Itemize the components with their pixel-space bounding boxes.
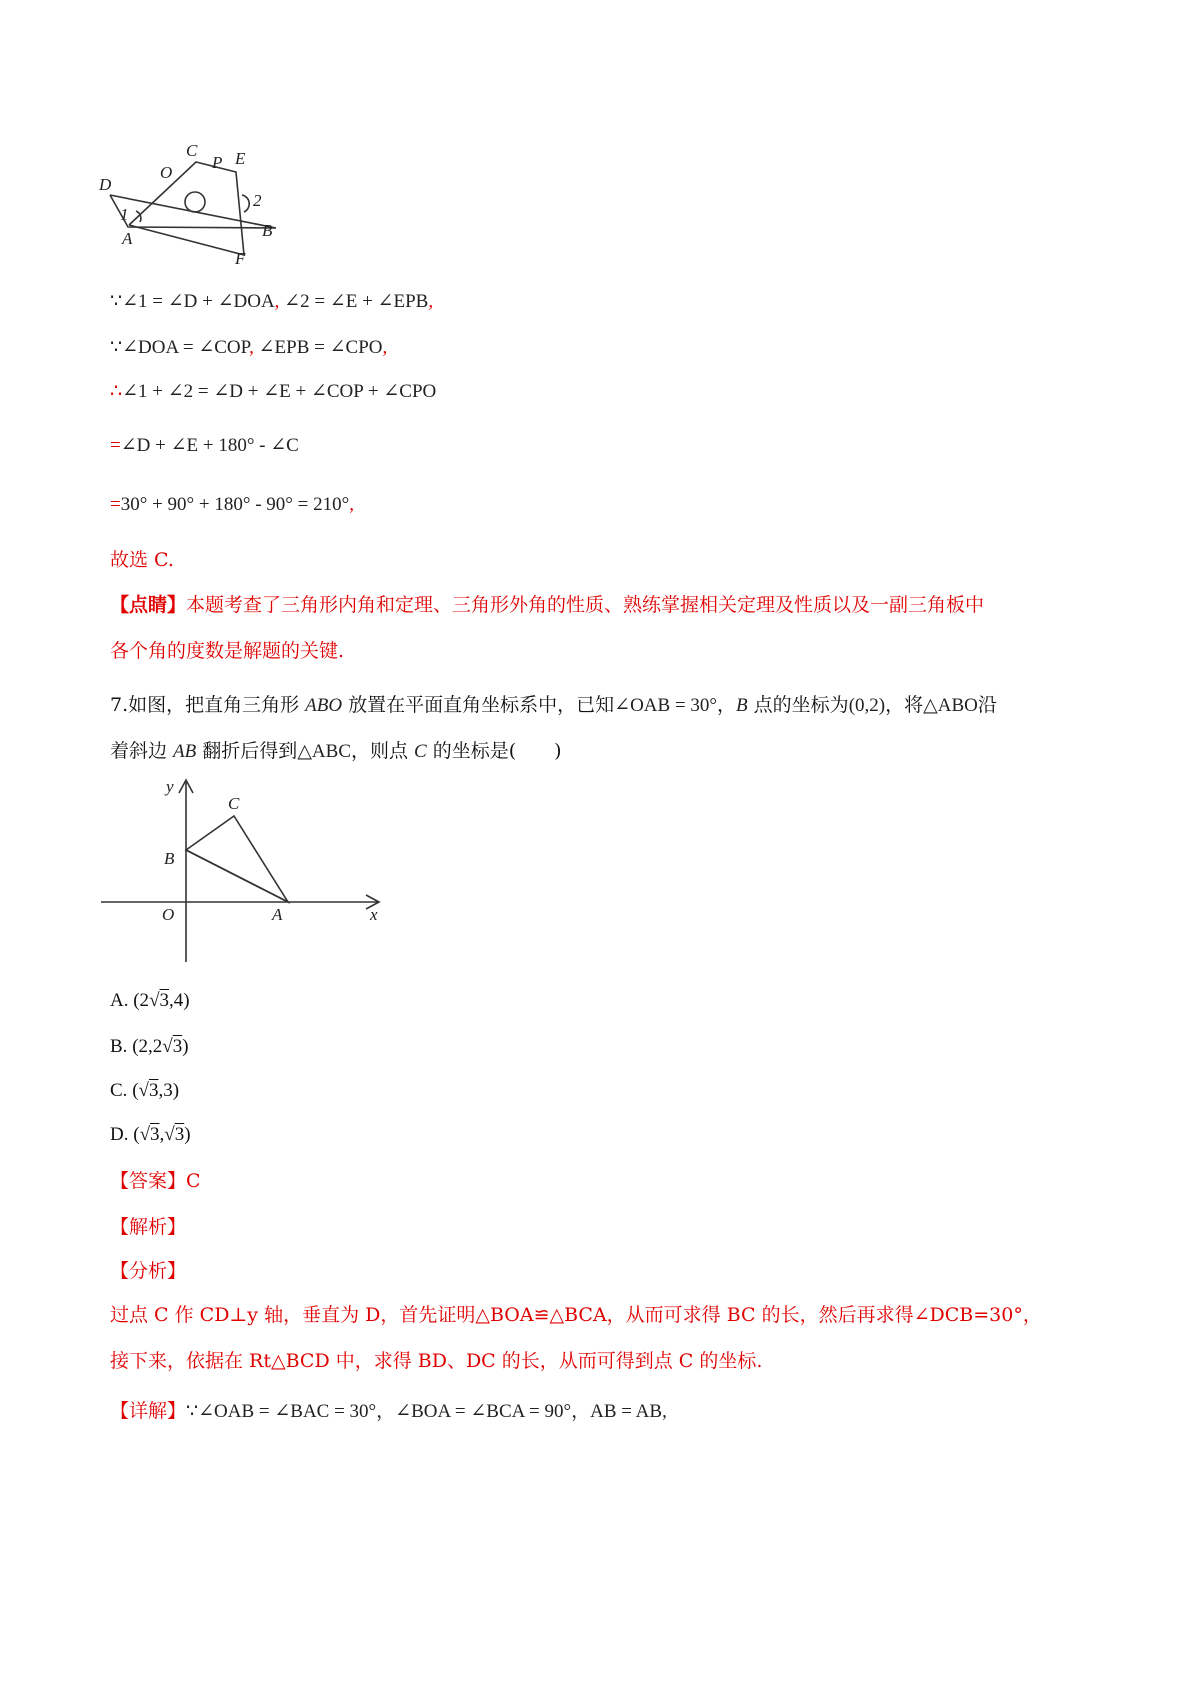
label-p: P: [212, 153, 223, 172]
fenxi-line-1: 过点 C 作 CD⊥y 轴，垂直为 D，首先证明△BOA≌△BCA，从而可求得 BC 的长，然后再求得∠DCB=30°，: [110, 1304, 1042, 1326]
fenxi-tag: 【分析】: [110, 1260, 187, 1282]
proof-line-1: ∵∠1 = ∠D + ∠DOA, ∠2 = ∠E + ∠EPB,: [110, 291, 434, 312]
segment-ab: [186, 850, 288, 902]
triangle-abc: [186, 816, 288, 902]
proof-line-5: =30° + 90° + 180° - 90° = 210°,: [110, 494, 354, 515]
label-e: E: [235, 149, 246, 168]
label-o2: O: [162, 905, 175, 924]
label-a: A: [122, 229, 133, 248]
option-b[interactable]: B. (2,2√3): [110, 1036, 189, 1057]
analysis-tag: 【解析】: [110, 1216, 187, 1238]
label-b: B: [262, 221, 273, 240]
fenxi-line-2: 接下来，依据在 Rt△BCD 中，求得 BD、DC 的长，从而可得到点 C 的坐标.: [110, 1350, 763, 1372]
detail-line: 【详解】∵∠OAB = ∠BAC = 30°，∠BOA = ∠BCA = 90°，AB = AB,: [110, 1400, 667, 1422]
label-x: x: [370, 905, 378, 924]
label-b2: B: [164, 849, 175, 868]
circle-mark: [185, 192, 205, 212]
label-f: F: [235, 249, 246, 268]
answer-line: 【答案】C: [110, 1170, 201, 1192]
choose-answer: 故选 C.: [110, 549, 174, 571]
proof-line-4: =∠D + ∠E + 180° - ∠C: [110, 435, 299, 456]
option-a[interactable]: A. (2√3,4): [110, 990, 190, 1011]
label-1: 1: [120, 205, 129, 224]
coordinate-figure: [96, 772, 396, 972]
label-2: 2: [253, 191, 262, 210]
option-d[interactable]: D. (√3,√3): [110, 1124, 191, 1145]
label-y: y: [166, 777, 174, 796]
label-d: D: [99, 175, 112, 194]
question-7-line-1: 7.如图，把直角三角形 ABO 放置在平面直角坐标系中，已知∠OAB = 30°，B 点的坐标为(0,2)，将△ABO沿: [110, 694, 997, 716]
label-o: O: [160, 163, 173, 182]
triangle-figure-1: [96, 140, 296, 270]
label-c: C: [186, 141, 198, 160]
label-a2: A: [272, 905, 283, 924]
angle-2-arc: [242, 195, 249, 212]
comment-line-1: 【点睛】本题考查了三角形内角和定理、三角形外角的性质、熟练掌握相关定理及性质以及一副三角板中: [110, 594, 985, 616]
proof-line-2: ∵∠DOA = ∠COP, ∠EPB = ∠CPO,: [110, 337, 388, 358]
proof-line-3: ∴∠1 + ∠2 = ∠D + ∠E + ∠COP + ∠CPO: [110, 381, 437, 402]
label-c2: C: [228, 794, 240, 813]
question-7-line-2: 着斜边 AB 翻折后得到△ABC，则点 C 的坐标是( ): [110, 740, 562, 762]
option-c[interactable]: C. (√3,3): [110, 1080, 180, 1101]
comment-line-2: 各个角的度数是解题的关键.: [110, 640, 345, 662]
